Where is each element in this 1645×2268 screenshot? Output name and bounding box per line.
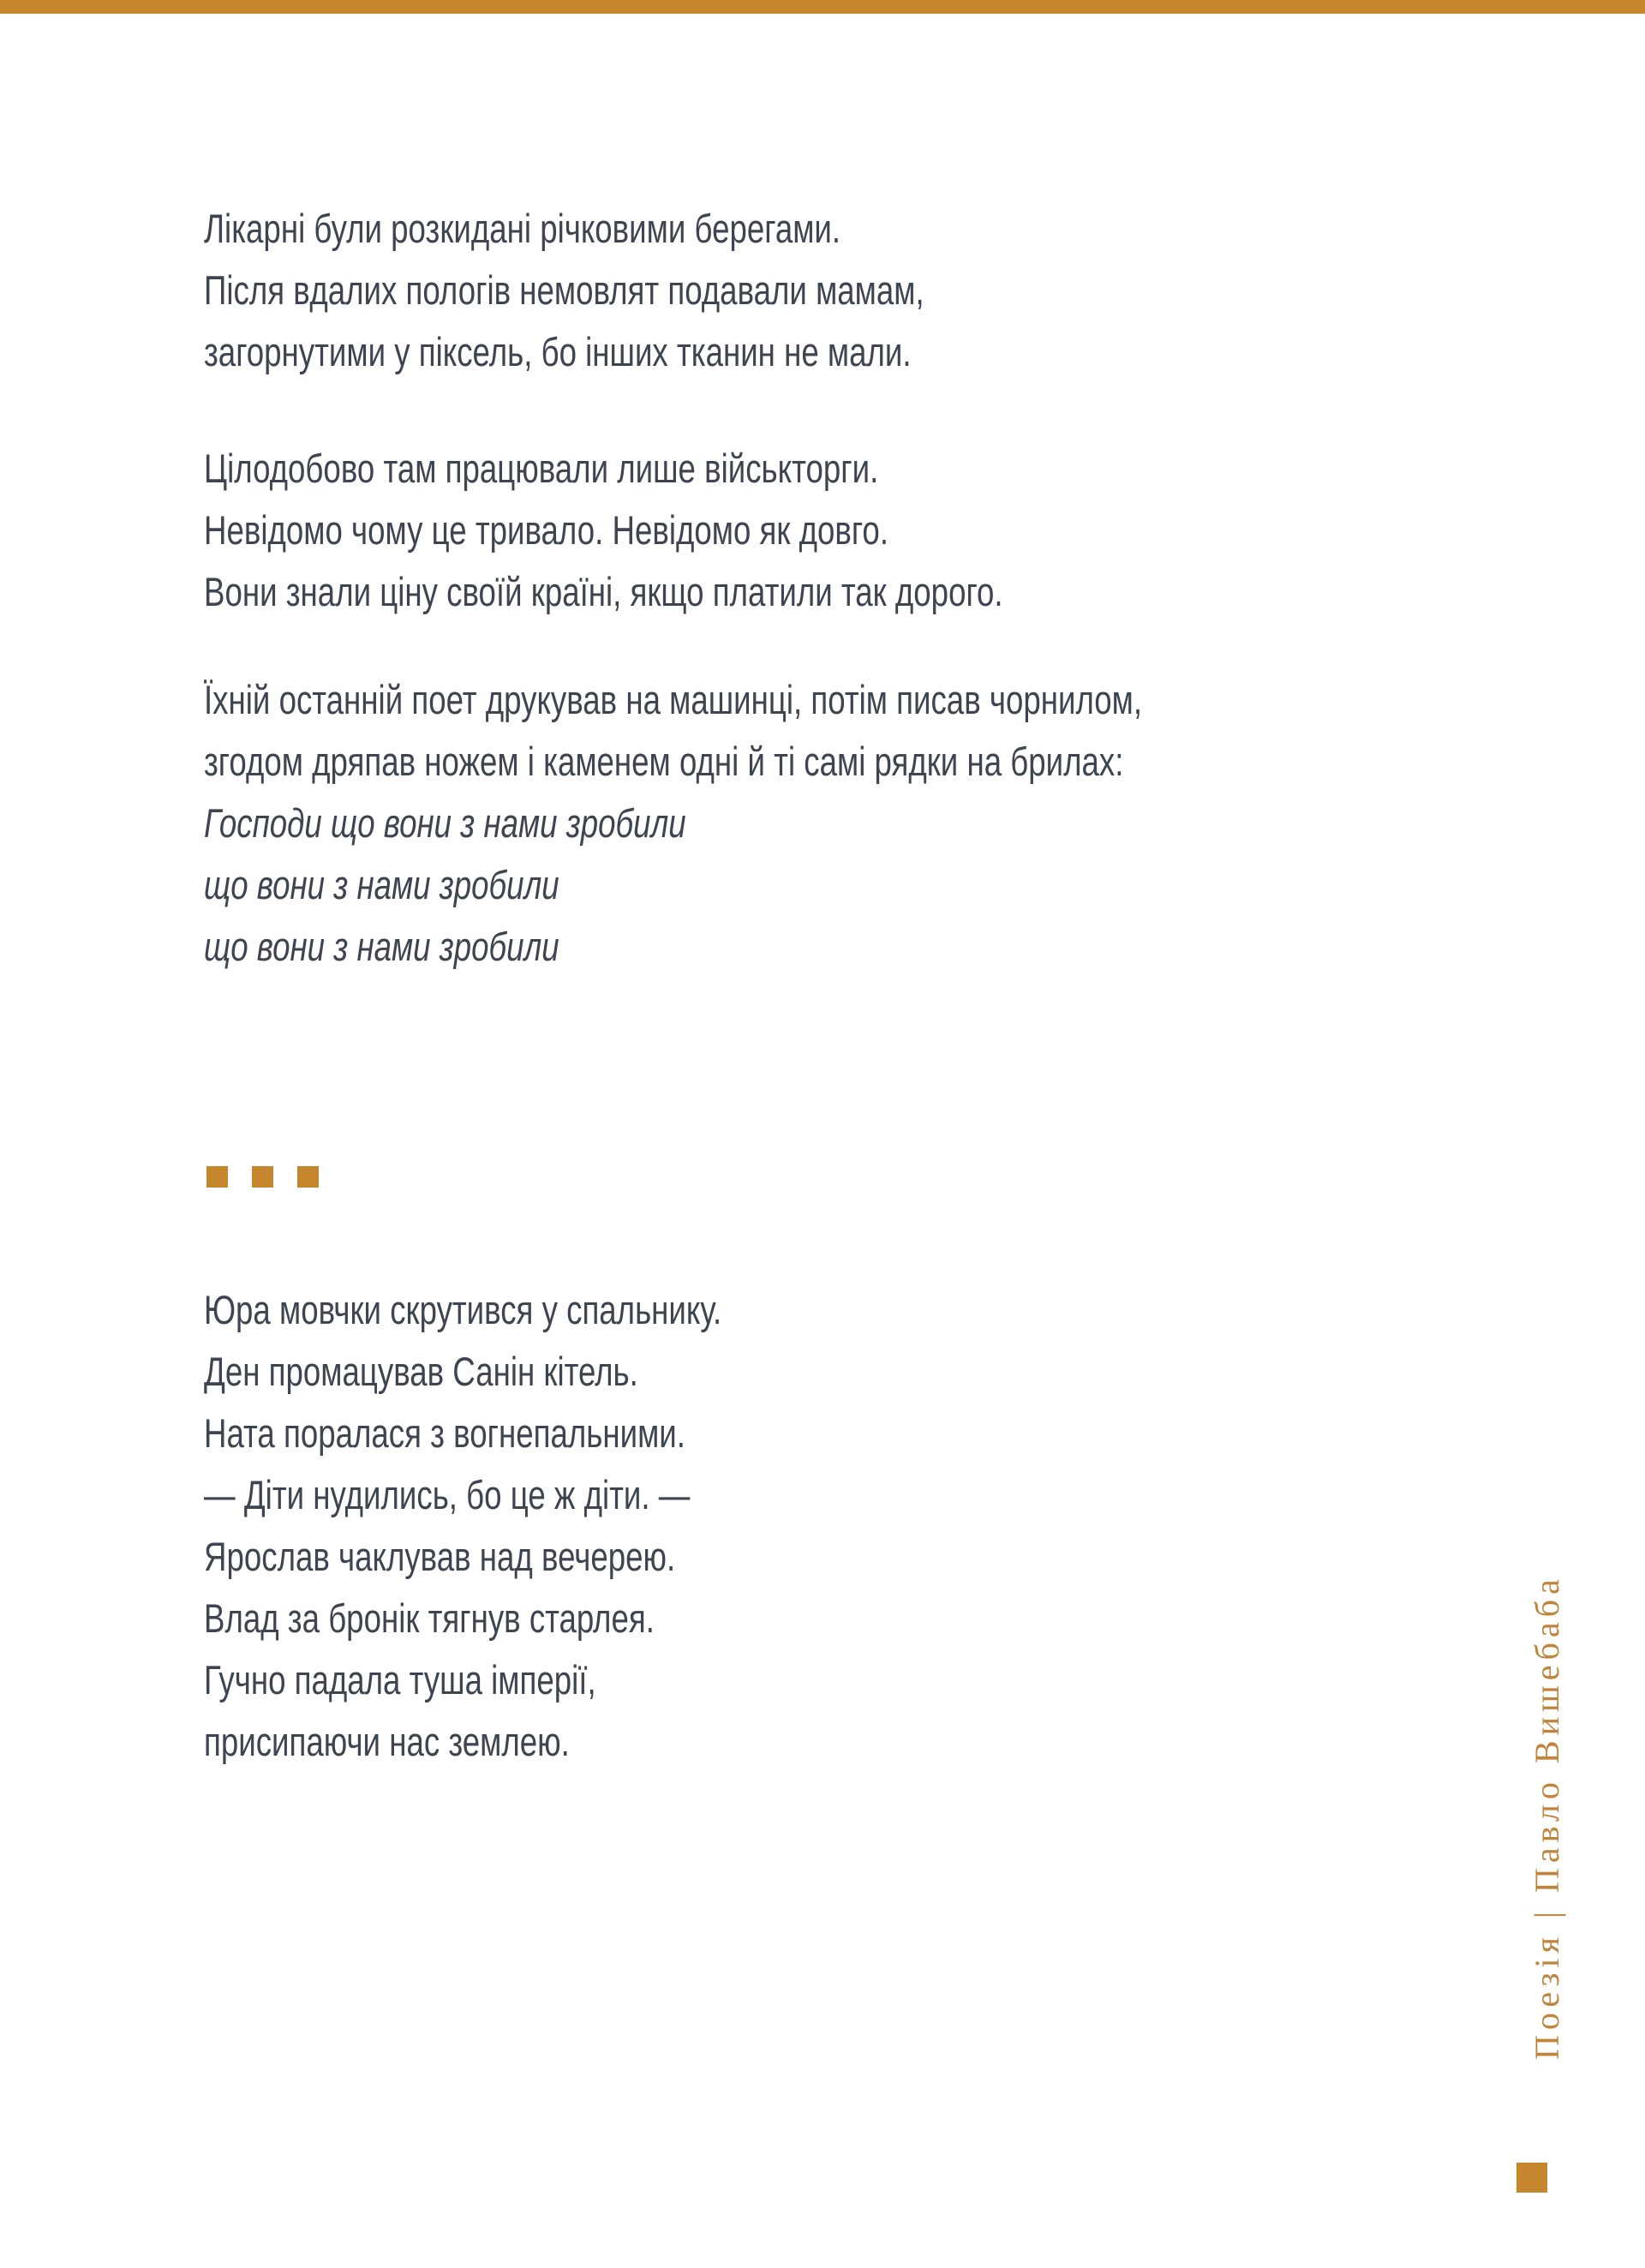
poem-line-italic: Господи що вони з нами зробили: [204, 800, 686, 846]
stanza-separator: [206, 1166, 319, 1188]
poem-line: — Діти нудились, бо це ж діти. —: [204, 1472, 691, 1517]
poem-line: Ярослав чаклував над вечерею.: [204, 1534, 676, 1579]
separator-square-icon: [206, 1166, 228, 1188]
stanza-2: [204, 438, 1003, 623]
poem-line: Цілодобово там працювали лише військторги.: [204, 446, 879, 491]
stanza-1: [204, 198, 924, 383]
poem-line: Юра мовчки скрутився у спальнику.: [204, 1287, 722, 1332]
poem-line: Гучно падала туша імперії,: [204, 1657, 596, 1702]
separator-square-icon: [252, 1166, 273, 1188]
poem-line: Невідомо чому це тривало. Невідомо як довго.: [204, 507, 889, 553]
poem-line: Ден промацував Санін кітель.: [204, 1349, 638, 1394]
separator-square-icon: [297, 1166, 319, 1188]
poem-line: згодом дряпав ножем і каменем одні й ті самі рядки на брилах:: [204, 739, 1124, 784]
poem-line: Влад за бронік тягнув старлея.: [204, 1595, 655, 1641]
poem-line-italic: що вони з нами зробили: [204, 862, 559, 907]
page-corner-square-icon: [1516, 2163, 1547, 2193]
poem-line: Лікарні були розкидані річковими берегами.: [204, 206, 841, 251]
poem-line: Після вдалих пологів немовлят подавали мамам,: [204, 267, 924, 313]
poem-line: загорнутими у піксель, бо інших тканин не мали.: [204, 329, 912, 374]
poem-line: присипаючи нас землею.: [204, 1719, 570, 1764]
spine-section-author-label: Поезія | Павло Вишебаба: [1528, 1574, 1566, 2060]
stanza-4: [204, 1279, 721, 1773]
poem-line: Ната поралася з вогнепальними.: [204, 1410, 685, 1456]
top-accent-bar: [0, 0, 1645, 14]
stanza-3: [204, 669, 1142, 978]
poem-line: Вони знали ціну своїй країні, якщо платили так дорого.: [204, 569, 1003, 614]
poem-line-italic: що вони з нами зробили: [204, 924, 559, 969]
poem-line: Їхній останній поет друкував на машинці, потім писав чорнилом,: [204, 677, 1143, 722]
